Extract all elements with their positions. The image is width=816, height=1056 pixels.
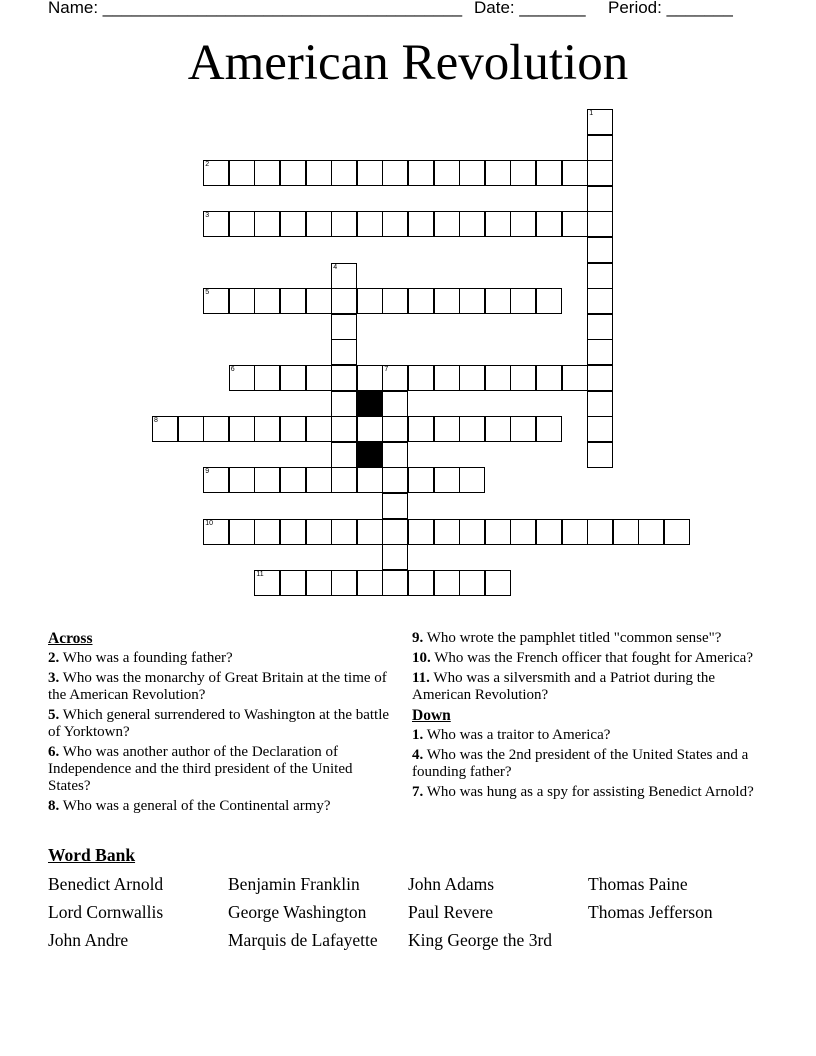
crossword-cell[interactable]: [357, 365, 383, 391]
crossword-cell[interactable]: [587, 442, 613, 468]
crossword-cell[interactable]: [254, 211, 280, 237]
crossword-cell[interactable]: [587, 237, 613, 263]
crossword-cell[interactable]: [331, 416, 357, 442]
cell-number: 1: [589, 110, 594, 117]
crossword-cell[interactable]: [382, 570, 408, 596]
cell-number: 11: [256, 570, 264, 578]
crossword-cell[interactable]: [408, 211, 434, 237]
crossword-cell[interactable]: [178, 416, 204, 442]
crossword-cell[interactable]: [331, 160, 357, 186]
crossword-cell[interactable]: [459, 211, 485, 237]
crossword-cell[interactable]: [459, 288, 485, 314]
down-heading: Down: [412, 707, 451, 724]
crossword-cell[interactable]: [434, 570, 460, 596]
crossword-cell[interactable]: [357, 211, 383, 237]
crossword-cell[interactable]: [229, 467, 255, 493]
cell-number: 8: [154, 417, 158, 425]
crossword-cell[interactable]: [254, 160, 280, 186]
crossword-cell[interactable]: [536, 365, 562, 391]
crossword-cell[interactable]: [280, 416, 306, 442]
crossword-cell[interactable]: [357, 519, 383, 545]
crossword-cell[interactable]: [331, 442, 357, 468]
word-bank-item: Benjamin Franklin: [228, 874, 360, 894]
crossword-cell[interactable]: [434, 416, 460, 442]
crossword-cell[interactable]: [536, 288, 562, 314]
crossword-cell[interactable]: [254, 467, 280, 493]
crossword-cell[interactable]: [562, 211, 588, 237]
crossword-cell[interactable]: [203, 467, 229, 493]
crossword-cell[interactable]: [382, 493, 408, 519]
crossword-cell[interactable]: [510, 519, 536, 545]
crossword-cell[interactable]: [229, 211, 255, 237]
clue-down-4: 4. Who was the 2nd president of the United States and a founding father?: [412, 747, 749, 780]
crossword-cell[interactable]: [510, 416, 536, 442]
crossword-cell[interactable]: [587, 519, 613, 545]
crossword-cell[interactable]: [280, 211, 306, 237]
crossword-cell[interactable]: [331, 570, 357, 596]
crossword-cell[interactable]: [485, 365, 511, 391]
crossword-cell[interactable]: [562, 365, 588, 391]
crossword-cell[interactable]: [613, 519, 639, 545]
word-bank-item: George Washington: [228, 902, 367, 922]
word-bank-item: Benedict Arnold: [48, 874, 164, 894]
crossword-cell[interactable]: [408, 416, 434, 442]
crossword-cell[interactable]: [382, 467, 408, 493]
word-bank-item: King George the 3rd: [408, 930, 553, 950]
clue-across-8: 8. Who was a general of the Continental army?: [48, 798, 331, 814]
word-bank-item: Thomas Jefferson: [588, 902, 713, 922]
crossword-cell[interactable]: [382, 391, 408, 417]
crossword-cell[interactable]: [587, 339, 613, 365]
crossword-cell[interactable]: [408, 160, 434, 186]
crossword-cell[interactable]: [408, 519, 434, 545]
cell-number: 5: [205, 289, 210, 297]
crossword-cell[interactable]: [382, 365, 408, 391]
crossword-cell[interactable]: [254, 519, 280, 545]
crossword-cell[interactable]: [434, 160, 460, 186]
crossword-cell[interactable]: [382, 544, 408, 570]
crossword-cell[interactable]: [408, 365, 434, 391]
crossword-cell[interactable]: [587, 211, 613, 237]
crossword-cell[interactable]: [152, 416, 178, 442]
crossword-cell[interactable]: [280, 570, 306, 596]
crossword-cell[interactable]: [587, 135, 613, 161]
crossword-cell[interactable]: [485, 416, 511, 442]
crossword-cell[interactable]: [357, 416, 383, 442]
cell-number: 9: [205, 468, 210, 476]
word-bank-item: Thomas Paine: [588, 874, 688, 894]
clues-column-right: [412, 630, 762, 804]
crossword-cell[interactable]: [587, 314, 613, 340]
crossword-cell[interactable]: [229, 416, 255, 442]
crossword-cell[interactable]: [459, 365, 485, 391]
across-heading: Across: [48, 630, 93, 647]
crossword-cell[interactable]: [587, 288, 613, 314]
cell-number: 7: [384, 366, 389, 373]
crossword-cell[interactable]: [306, 570, 332, 596]
crossword-cell[interactable]: [306, 467, 332, 493]
crossword-cell[interactable]: [280, 467, 306, 493]
word-bank-item: John Andre: [48, 930, 129, 950]
crossword-cell[interactable]: [536, 211, 562, 237]
crossword-cell[interactable]: [382, 519, 408, 545]
clue-down-7: 7. Who was hung as a spy for assisting Benedict Arnold?: [412, 784, 754, 800]
cell-number: 2: [205, 161, 210, 169]
crossword-cell[interactable]: [254, 288, 280, 314]
crossword-cell[interactable]: [280, 519, 306, 545]
cell-number: 3: [205, 212, 210, 220]
crossword-cell[interactable]: [562, 160, 588, 186]
crossword-cell[interactable]: [280, 365, 306, 391]
clue-across-10: 10. Who was the French officer that fought for America?: [412, 650, 754, 666]
crossword-cell[interactable]: [357, 288, 383, 314]
page-title: American Revolution: [187, 35, 629, 91]
crossword-cell[interactable]: [229, 288, 255, 314]
crossword-cell[interactable]: [357, 570, 383, 596]
clue-across-11: 11. Who was a silversmith and a Patriot during the American Revolution?: [412, 670, 716, 703]
crossword-cell[interactable]: [306, 211, 332, 237]
word-bank-title: Word Bank: [48, 845, 136, 865]
crossword-cell[interactable]: [382, 416, 408, 442]
clue-across-5: 5. Which general surrendered to Washington at the battle of Yorktown?: [48, 707, 390, 740]
crossword-cell[interactable]: [434, 519, 460, 545]
crossword-cell[interactable]: [203, 519, 229, 545]
crossword-cell[interactable]: [229, 160, 255, 186]
crossword-cell[interactable]: [254, 416, 280, 442]
crossword-cell[interactable]: [306, 416, 332, 442]
clue-down-1: 1. Who was a traitor to America?: [412, 727, 611, 743]
crossword-cell[interactable]: [510, 211, 536, 237]
crossword-cell[interactable]: [331, 467, 357, 493]
crossword-cell[interactable]: [331, 314, 357, 340]
crossword-cell[interactable]: [587, 391, 613, 417]
crossword-cell[interactable]: [382, 211, 408, 237]
word-bank-item: Lord Cornwallis: [48, 902, 164, 922]
crossword-cell[interactable]: [434, 288, 460, 314]
crossword-cell[interactable]: [587, 416, 613, 442]
crossword-cell[interactable]: [408, 570, 434, 596]
clue-across-6: 6. Who was another author of the Declaration of Independence and the third president of the United States?: [48, 744, 353, 794]
crossword-cell[interactable]: [587, 160, 613, 186]
crossword-cell[interactable]: [510, 160, 536, 186]
crossword-cell[interactable]: [382, 288, 408, 314]
crossword-cell[interactable]: [562, 519, 588, 545]
crossword-cell[interactable]: [638, 519, 664, 545]
crossword-cell[interactable]: [254, 365, 280, 391]
crossword-cell[interactable]: [306, 288, 332, 314]
clue-across-9: 9. Who wrote the pamphlet titled "common sense"?: [412, 630, 722, 646]
crossword-cell[interactable]: [254, 570, 280, 596]
crossword-cell[interactable]: [510, 288, 536, 314]
crossword-cell[interactable]: [434, 211, 460, 237]
clue-across-2: 2. Who was a founding father?: [48, 650, 233, 666]
word-bank-item: Paul Revere: [408, 902, 494, 922]
crossword-cell[interactable]: [306, 365, 332, 391]
crossword-cell[interactable]: [280, 288, 306, 314]
crossword-cell[interactable]: [459, 416, 485, 442]
crossword-cell[interactable]: [459, 519, 485, 545]
crossword-cell[interactable]: [485, 570, 511, 596]
crossword-cell[interactable]: [485, 519, 511, 545]
clue-across-3: 3. Who was the monarchy of Great Britain at the time of the American Revolution?: [48, 670, 387, 703]
crossword-cell[interactable]: [485, 211, 511, 237]
crossword-black-cell: [357, 391, 383, 417]
crossword-cell[interactable]: [664, 519, 690, 545]
cell-number: 10: [205, 519, 213, 527]
crossword-cell[interactable]: [408, 288, 434, 314]
crossword-cell[interactable]: [459, 160, 485, 186]
word-bank-item: Marquis de Lafayette: [228, 930, 378, 950]
crossword-cell[interactable]: [229, 519, 255, 545]
crossword-cell[interactable]: [331, 391, 357, 417]
crossword-cell[interactable]: [485, 288, 511, 314]
crossword-cell[interactable]: [357, 467, 383, 493]
crossword-cell[interactable]: [536, 160, 562, 186]
word-bank: [48, 872, 768, 962]
crossword-cell[interactable]: [510, 365, 536, 391]
crossword-cell[interactable]: [587, 365, 613, 391]
crossword-cell[interactable]: [203, 160, 229, 186]
crossword-cell[interactable]: [331, 263, 357, 289]
crossword-cell[interactable]: [408, 467, 434, 493]
crossword-cell[interactable]: [587, 186, 613, 212]
crossword-cell[interactable]: [485, 160, 511, 186]
crossword-cell[interactable]: [331, 288, 357, 314]
crossword-cell[interactable]: [203, 416, 229, 442]
crossword-cell[interactable]: [203, 211, 229, 237]
crossword-cell[interactable]: [331, 339, 357, 365]
crossword-black-cell: [357, 442, 383, 468]
cell-number: 4: [333, 263, 338, 271]
crossword-cell[interactable]: [587, 109, 613, 135]
crossword-cell[interactable]: [434, 365, 460, 391]
crossword-cell[interactable]: [331, 211, 357, 237]
crossword-cell[interactable]: [280, 160, 306, 186]
crossword-cell[interactable]: [536, 416, 562, 442]
crossword-cell[interactable]: [587, 263, 613, 289]
cell-number: 6: [230, 366, 235, 373]
period-field-label[interactable]: Period: _______: [608, 0, 733, 17]
crossword-cell[interactable]: [434, 467, 460, 493]
crossword-cell[interactable]: [357, 160, 383, 186]
word-bank-item: John Adams: [408, 874, 495, 894]
crossword-cell[interactable]: [459, 570, 485, 596]
name-field-label[interactable]: Name: ______________________________________: [48, 0, 463, 17]
crossword-cell[interactable]: [229, 365, 255, 391]
crossword-cell[interactable]: [331, 519, 357, 545]
crossword-cell[interactable]: [382, 442, 408, 468]
crossword-cell[interactable]: [203, 288, 229, 314]
date-field-label[interactable]: Date: _______: [474, 0, 586, 17]
crossword-cell[interactable]: [382, 160, 408, 186]
crossword-cell[interactable]: [306, 160, 332, 186]
clues-column-left: [48, 630, 393, 818]
crossword-cell[interactable]: [459, 467, 485, 493]
crossword-cell[interactable]: [306, 519, 332, 545]
crossword-cell[interactable]: [536, 519, 562, 545]
crossword-cell[interactable]: [331, 365, 357, 391]
